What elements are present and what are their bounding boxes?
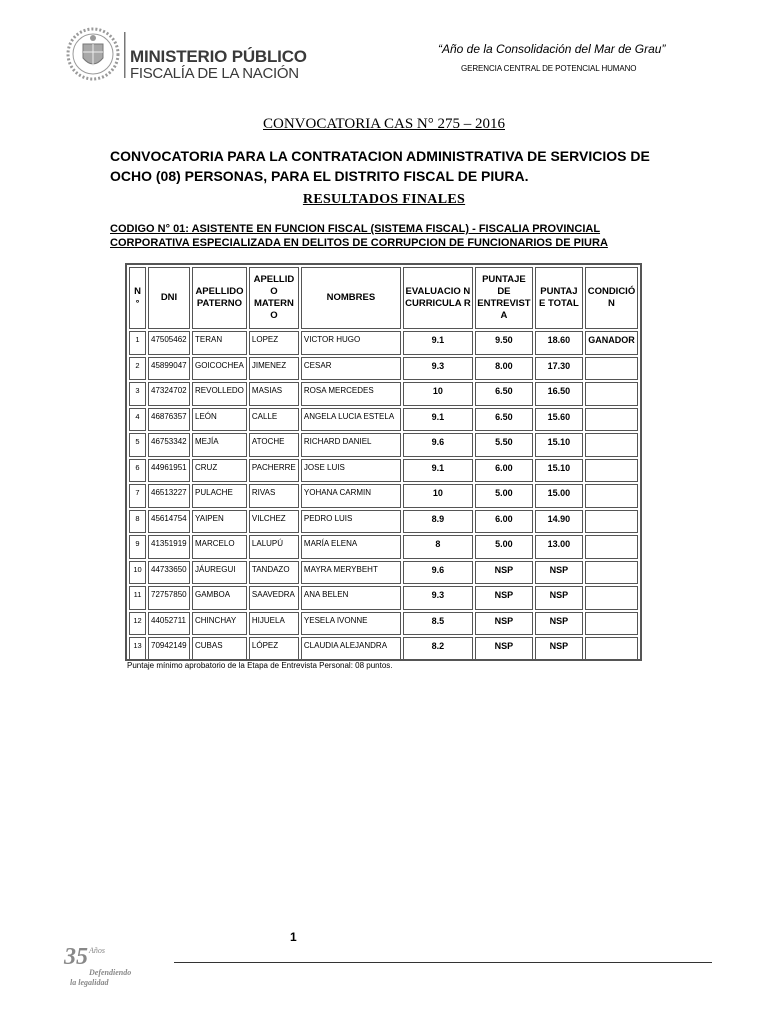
- cell-apellido-materno: SAAVEDRA: [249, 586, 299, 610]
- cell-num: 10: [129, 561, 146, 585]
- logo-title: MINISTERIO PÚBLICO: [130, 47, 307, 66]
- position-code: [110, 222, 670, 250]
- cell-dni: 45614754: [148, 510, 190, 534]
- cell-apellido-paterno: MEJÍA: [192, 433, 247, 457]
- cell-nombres: PEDRO LUIS: [301, 510, 401, 534]
- cell-nombres: YESELA IVONNE: [301, 612, 401, 636]
- cell-condicion: [585, 382, 638, 406]
- cell-total: 17.30: [535, 357, 583, 381]
- table-row: [129, 331, 638, 355]
- cell-apellido-materno: LOPEZ: [249, 331, 299, 355]
- cell-condicion: [585, 561, 638, 585]
- cell-condicion: [585, 484, 638, 508]
- cell-condicion: [585, 433, 638, 457]
- cell-apellido-paterno: CHINCHAY: [192, 612, 247, 636]
- table-row: [129, 535, 638, 559]
- logo-subtitle: FISCALÍA DE LA NACIÓN: [130, 65, 299, 82]
- table-header-row: [129, 267, 638, 329]
- cell-apellido-materno: JIMENEZ: [249, 357, 299, 381]
- cell-condicion: [585, 637, 638, 661]
- cell-total: 18.60: [535, 331, 583, 355]
- cell-dni: 44733650: [148, 561, 190, 585]
- cell-dni: 72757850: [148, 586, 190, 610]
- header-num: N °: [129, 267, 146, 329]
- cell-num: 9: [129, 535, 146, 559]
- cell-total: 15.60: [535, 408, 583, 432]
- cell-total: 15.10: [535, 433, 583, 457]
- cell-condicion: [585, 510, 638, 534]
- cell-apellido-paterno: YAIPEN: [192, 510, 247, 534]
- table-row: [129, 637, 638, 661]
- convocatoria-intro: CONVOCATORIA PARA LA CONTRATACION ADMINISTRATIVA DE SERVICIOS DE OCHO (08) PERSONAS, PARA EL DISTRITO FISCAL DE PIURA.: [110, 148, 650, 184]
- results-table: [127, 265, 640, 663]
- cell-evaluacion: 8.5: [403, 612, 473, 636]
- cell-apellido-paterno: REVOLLEDO: [192, 382, 247, 406]
- cell-evaluacion: 9.3: [403, 357, 473, 381]
- cell-evaluacion: 9.6: [403, 561, 473, 585]
- cell-nombres: MAYRA MERYBEHT: [301, 561, 401, 585]
- cell-dni: 45899047: [148, 357, 190, 381]
- cell-num: 5: [129, 433, 146, 457]
- cell-evaluacion: 9.6: [403, 433, 473, 457]
- cell-entrevista: 6.50: [475, 408, 533, 432]
- cell-num: 1: [129, 331, 146, 355]
- cell-apellido-paterno: JÁUREGUI: [192, 561, 247, 585]
- header-puntaje-entrevista: PUNTAJE DE ENTREVIST A: [475, 267, 533, 329]
- table-row: [129, 561, 638, 585]
- cell-total: 15.00: [535, 484, 583, 508]
- table-row: [129, 382, 638, 406]
- cell-dni: 41351919: [148, 535, 190, 559]
- cell-dni: 46753342: [148, 433, 190, 457]
- department-name: GERENCIA CENTRAL DE POTENCIAL HUMANO: [461, 64, 637, 73]
- footer-divider: [174, 962, 712, 963]
- table-row: [129, 433, 638, 457]
- cell-condicion: [585, 357, 638, 381]
- cell-evaluacion: 10: [403, 484, 473, 508]
- cell-entrevista: 6.00: [475, 510, 533, 534]
- cell-entrevista: 8.00: [475, 357, 533, 381]
- cell-entrevista: 9.50: [475, 331, 533, 355]
- cell-nombres: RICHARD DANIEL: [301, 433, 401, 457]
- cell-num: 6: [129, 459, 146, 483]
- cell-num: 12: [129, 612, 146, 636]
- cell-entrevista: NSP: [475, 561, 533, 585]
- header-apellido-materno: APELLID O MATERN O: [249, 267, 299, 329]
- cell-total: NSP: [535, 586, 583, 610]
- cell-apellido-paterno: GAMBOA: [192, 586, 247, 610]
- cell-dni: 46513227: [148, 484, 190, 508]
- cell-entrevista: 5.00: [475, 484, 533, 508]
- header-dni: DNI: [148, 267, 190, 329]
- cell-nombres: ANGELA LUCIA ESTELA: [301, 408, 401, 432]
- cell-entrevista: NSP: [475, 612, 533, 636]
- cell-nombres: MARÍA ELENA: [301, 535, 401, 559]
- cell-condicion: [585, 459, 638, 483]
- anniversary-logo: [64, 944, 144, 990]
- cell-num: 7: [129, 484, 146, 508]
- cell-dni: 70942149: [148, 637, 190, 661]
- cell-dni: 46876357: [148, 408, 190, 432]
- cell-total: NSP: [535, 561, 583, 585]
- cell-entrevista: 6.50: [475, 382, 533, 406]
- cell-total: NSP: [535, 637, 583, 661]
- anniversary-anos: Años: [89, 946, 105, 955]
- cell-nombres: JOSE LUIS: [301, 459, 401, 483]
- cell-condicion: [585, 586, 638, 610]
- cell-apellido-materno: PACHERRE: [249, 459, 299, 483]
- ministerio-publico-logo: [64, 26, 307, 84]
- cell-entrevista: NSP: [475, 586, 533, 610]
- cell-condicion: [585, 612, 638, 636]
- anniversary-line1: Defendiendo: [89, 968, 132, 977]
- cell-apellido-materno: MASIAS: [249, 382, 299, 406]
- cell-evaluacion: 9.3: [403, 586, 473, 610]
- coat-of-arms-icon: [64, 26, 126, 84]
- position-code-line2: CORPORATIVA ESPECIALIZADA EN DELITOS DE CORRUPCION DE FUNCIONARIOS DE PIURA: [110, 237, 608, 249]
- table-row: [129, 357, 638, 381]
- cell-nombres: VICTOR HUGO: [301, 331, 401, 355]
- cell-num: 3: [129, 382, 146, 406]
- cell-apellido-paterno: GOICOCHEA: [192, 357, 247, 381]
- cell-nombres: ANA BELEN: [301, 586, 401, 610]
- table-row: [129, 612, 638, 636]
- cell-nombres: CLAUDIA ALEJANDRA: [301, 637, 401, 661]
- cell-evaluacion: 8.2: [403, 637, 473, 661]
- cell-evaluacion: 8: [403, 535, 473, 559]
- cell-evaluacion: 10: [403, 382, 473, 406]
- cell-evaluacion: 9.1: [403, 331, 473, 355]
- table-row: [129, 586, 638, 610]
- header-nombres: NOMBRES: [301, 267, 401, 329]
- cell-evaluacion: 9.1: [403, 408, 473, 432]
- cell-nombres: CESAR: [301, 357, 401, 381]
- position-code-line1: CODIGO N° 01: ASISTENTE EN FUNCION FISCAL (SISTEMA FISCAL) - FISCALIA PROVINCIAL: [110, 223, 601, 235]
- cell-apellido-paterno: CUBAS: [192, 637, 247, 661]
- header-condicion: CONDICIÓ N: [585, 267, 638, 329]
- cell-apellido-materno: LALUPÚ: [249, 535, 299, 559]
- cell-apellido-materno: RIVAS: [249, 484, 299, 508]
- table-row: [129, 459, 638, 483]
- cell-num: 8: [129, 510, 146, 534]
- cell-apellido-paterno: MARCELO: [192, 535, 247, 559]
- cell-total: 15.10: [535, 459, 583, 483]
- cell-apellido-paterno: LEÓN: [192, 408, 247, 432]
- cell-entrevista: 6.00: [475, 459, 533, 483]
- cell-num: 13: [129, 637, 146, 661]
- cell-num: 11: [129, 586, 146, 610]
- cell-entrevista: 5.00: [475, 535, 533, 559]
- cell-apellido-paterno: PULACHE: [192, 484, 247, 508]
- cell-dni: 44961951: [148, 459, 190, 483]
- cell-condicion: [585, 408, 638, 432]
- cell-num: 4: [129, 408, 146, 432]
- table-row: [129, 510, 638, 534]
- cell-apellido-materno: LÓPEZ: [249, 637, 299, 661]
- convocatoria-title: CONVOCATORIA CAS N° 275 – 2016: [263, 116, 505, 132]
- cell-dni: 47324702: [148, 382, 190, 406]
- year-motto: “Año de la Consolidación del Mar de Grau”: [438, 42, 666, 56]
- cell-num: 2: [129, 357, 146, 381]
- results-title: RESULTADOS FINALES: [302, 192, 466, 207]
- anniversary-number: 35: [64, 944, 88, 970]
- cell-apellido-materno: ATOCHE: [249, 433, 299, 457]
- results-table-frame: [125, 263, 642, 661]
- cell-total: NSP: [535, 612, 583, 636]
- cell-apellido-materno: TANDAZO: [249, 561, 299, 585]
- cell-evaluacion: 8.9: [403, 510, 473, 534]
- header-evaluacion-curricular: EVALUACIO N CURRICULA R: [403, 267, 473, 329]
- minimum-score-note: Puntaje mínimo aprobatorio de la Etapa de Entrevista Personal: 08 puntos.: [127, 661, 393, 670]
- header-puntaje-total: PUNTAJ E TOTAL: [535, 267, 583, 329]
- cell-entrevista: NSP: [475, 637, 533, 661]
- cell-total: 16.50: [535, 382, 583, 406]
- header-apellido-paterno: APELLIDO PATERNO: [192, 267, 247, 329]
- cell-dni: 44052711: [148, 612, 190, 636]
- cell-condicion: [585, 535, 638, 559]
- cell-condicion: GANADOR: [585, 331, 638, 355]
- page-number: 1: [290, 930, 297, 944]
- table-row: [129, 408, 638, 432]
- cell-total: 14.90: [535, 510, 583, 534]
- anniversary-line2: la legalidad: [70, 978, 109, 987]
- cell-apellido-paterno: TERAN: [192, 331, 247, 355]
- cell-nombres: ROSA MERCEDES: [301, 382, 401, 406]
- cell-evaluacion: 9.1: [403, 459, 473, 483]
- cell-total: 13.00: [535, 535, 583, 559]
- cell-apellido-materno: HIJUELA: [249, 612, 299, 636]
- cell-apellido-paterno: CRUZ: [192, 459, 247, 483]
- cell-dni: 47505462: [148, 331, 190, 355]
- cell-apellido-materno: VILCHEZ: [249, 510, 299, 534]
- cell-apellido-materno: CALLE: [249, 408, 299, 432]
- table-row: [129, 484, 638, 508]
- cell-entrevista: 5.50: [475, 433, 533, 457]
- cell-nombres: YOHANA CARMIN: [301, 484, 401, 508]
